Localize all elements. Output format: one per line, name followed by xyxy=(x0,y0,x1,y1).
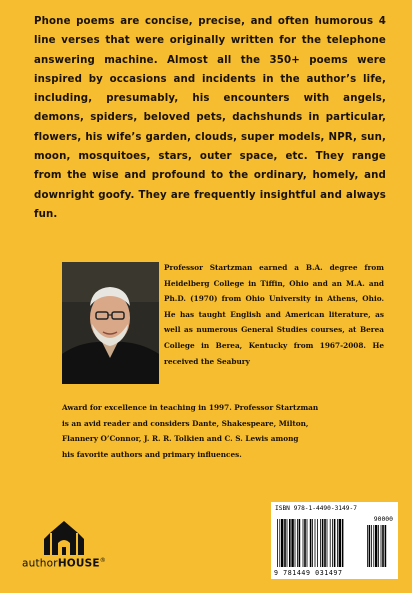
isbn-text: ISBN 978-1-4490-3149-7 xyxy=(275,505,357,512)
publisher-name: authorHOUSE® xyxy=(22,557,106,570)
author-bio-side: Professor Startzman earned a B.A. degree from Heidelberg College in Tiffin, Ohio and an M.A. and Ph.D. (1970) from Ohio University in Athens, Ohio. He has taught English and American literature, as well as numerous General Studies courses, at Berea College in Berea, Kentucky from 1967-2008. He received the Seabury xyxy=(164,263,384,366)
bio-line: Award for excellence in teaching in 1997. Professor Startzman xyxy=(62,403,319,412)
isbn-barcode xyxy=(271,502,398,579)
author-bio-continued xyxy=(62,400,384,462)
bio-line: is an avid reader and considers Dante, Shakespeare, Milton, xyxy=(62,418,309,428)
bio-line: his favorite authors and primary influences. xyxy=(62,449,242,459)
bio-line: Flannery O’Connor, J. R. R. Tolkien and C. S. Lewis among xyxy=(62,434,299,444)
barcode-bars xyxy=(275,515,394,570)
back-cover-blurb: Phone poems are concise, precise, and often humorous 4 line verses that were originally written for the telephone answering machine. Almost all the 350+ poems were inspired by occasions and incidents in the author’s life, including, presumably, his encounters with angels, demons, spiders, beloved pets, dachshunds in particular, flowers, his wife’s garden, clouds, super models, NPR, sun, moon, mosquitoes, stars, outer space, etc. They range from the wise and profound to the ordinary, homely, and downright goofy. They are frequently insightful and always fun. xyxy=(34,16,386,220)
barcode-addon: 90000 xyxy=(373,515,393,523)
author-photo xyxy=(62,262,159,384)
barcode-digits: 9 781449 031497 xyxy=(274,569,343,577)
